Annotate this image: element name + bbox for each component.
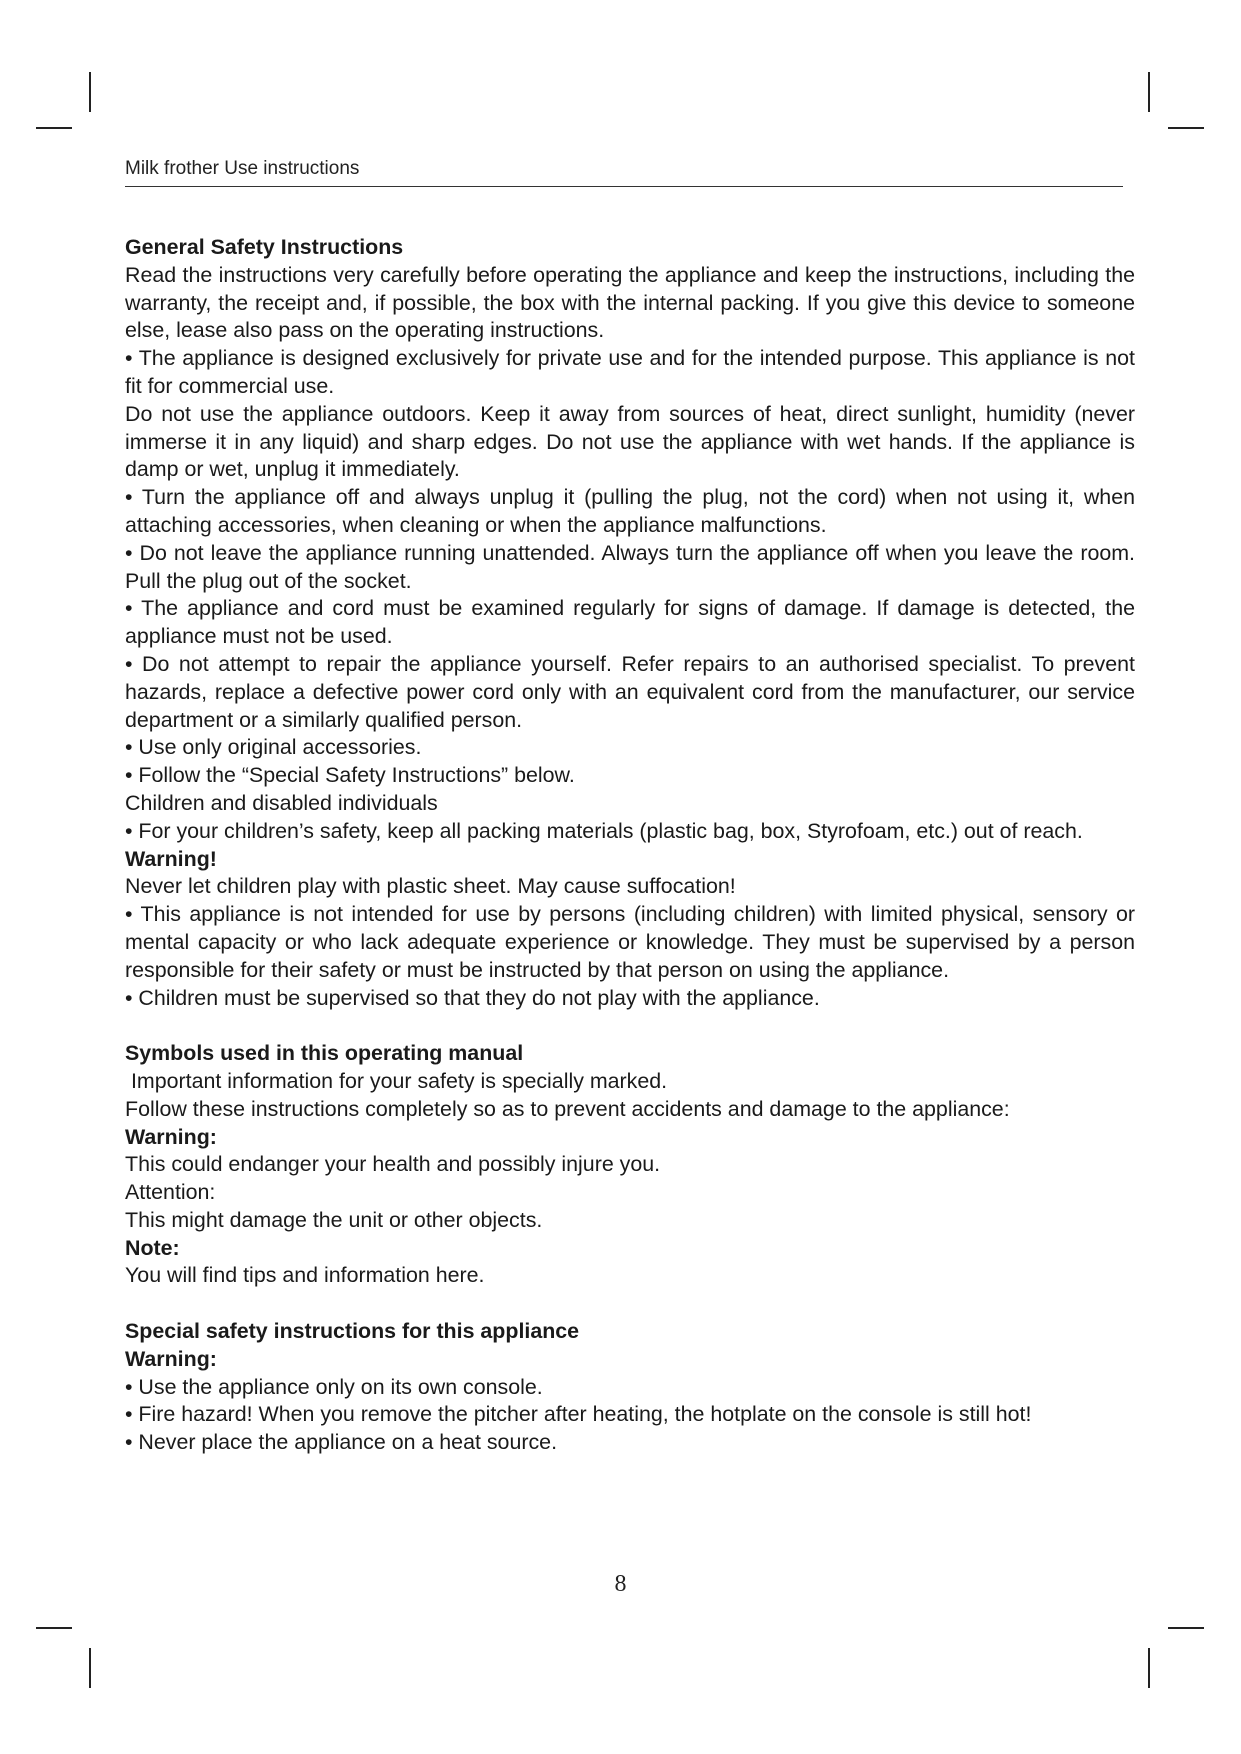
warning-label: Warning! <box>125 846 217 871</box>
fire-hazard-bullet: • Fire hazard! When you remove the pitcher after heating, the hotplate on the console is still hot! <box>125 1402 1032 1427</box>
crop-mark-top-left-vertical <box>89 72 91 112</box>
children-supervised-bullet: • Children must be supervised so that they do not play with the appliance. <box>125 985 820 1010</box>
symbols-warning-text: This could endanger your health and possibly injure you. <box>125 1152 661 1177</box>
heat-source-bullet: • Never place the appliance on a heat source. <box>125 1430 558 1455</box>
repair-bullet: • Do not attempt to repair the appliance yourself. Refer repairs to an authorised specialist. To prevent hazards, replace a defective power cord only with an equivalent cord from the manufacturer, our service department or a similarly qualified person. <box>125 651 1135 732</box>
special-warning-label: Warning: <box>125 1346 217 1371</box>
limited-capacity-bullet: • This appliance is not intended for use by persons (including children) with limited physical, sensory or mental capacity or who lack adequate experience or knowledge. They must be supervised by a person responsible for their safety or must be instructed by that person on using the appliance. <box>125 902 1135 982</box>
general-intro-paragraph: Read the instructions very carefully before operating the appliance and keep the instructions, including the warranty, the receipt and, if possible, the box with the internal packing. If you give this device to someone else, lease also pass on the operating instructions. <box>125 262 1135 343</box>
symbols-note-label: Note: <box>125 1235 180 1260</box>
symbols-heading: Symbols used in this operating manual <box>125 1041 524 1066</box>
crop-mark-bottom-right-horizontal <box>1168 1627 1204 1629</box>
header-rule <box>125 186 1123 187</box>
special-instructions-bullet: • Follow the “Special Safety Instructions” below. <box>125 763 575 788</box>
unplug-bullet: • Turn the appliance off and always unplug it (pulling the plug, not the cord) when not using it, when attaching accessories, when cleaning or when the appliance malfunctions. <box>125 485 1135 537</box>
general-safety-section <box>125 234 1135 1012</box>
crop-mark-top-right-vertical <box>1148 72 1150 112</box>
crop-mark-top-right-horizontal <box>1168 127 1204 129</box>
console-bullet: • Use the appliance only on its own console. <box>125 1374 543 1399</box>
private-use-bullet: • The appliance is designed exclusively for private use and for the intended purpose. This appliance is not fit for commercial use. <box>125 346 1135 398</box>
section-spacer <box>125 1012 1135 1040</box>
symbols-note-text: You will find tips and information here. <box>125 1263 485 1288</box>
running-header: Milk frother Use instructions <box>125 158 360 179</box>
symbols-attention-label: Attention: <box>125 1180 216 1205</box>
symbols-attention-text: This might damage the unit or other objects. <box>125 1207 543 1232</box>
children-subheading: Children and disabled individuals <box>125 790 438 815</box>
symbols-line-1: Important information for your safety is specially marked. <box>125 1068 668 1093</box>
general-safety-heading: General Safety Instructions <box>125 235 404 259</box>
packing-materials-bullet: • For your children’s safety, keep all packing materials (plastic bag, box, Styrofoam, etc.) out of reach. <box>125 818 1083 843</box>
outdoors-paragraph: Do not use the appliance outdoors. Keep it away from sources of heat, direct sunlight, humidity (never immerse it in any liquid) and sharp edges. Do not use the appliance with wet hands. If the appliance is damp or wet, unplug it immediately. <box>125 401 1135 482</box>
suffocation-warning-text: Never let children play with plastic sheet. May cause suffocation! <box>125 874 736 899</box>
crop-mark-top-left-horizontal <box>36 127 72 129</box>
page-number: 8 <box>614 1571 627 1597</box>
special-safety-heading: Special safety instructions for this appliance <box>125 1319 580 1344</box>
special-safety-section <box>125 1318 1135 1457</box>
crop-mark-bottom-left-horizontal <box>36 1627 72 1629</box>
original-accessories-bullet: • Use only original accessories. <box>125 735 422 760</box>
crop-mark-bottom-left-vertical <box>89 1648 91 1688</box>
symbols-line-2: Follow these instructions completely so as to prevent accidents and damage to the appliance: <box>125 1096 1010 1121</box>
damage-check-bullet: • The appliance and cord must be examined regularly for signs of damage. If damage is detected, the appliance must not be used. <box>125 596 1135 649</box>
symbols-warning-label: Warning: <box>125 1124 217 1149</box>
document-body <box>125 234 1135 1457</box>
unattended-bullet: • Do not leave the appliance running unattended. Always turn the appliance off when you leave the room. Pull the plug out of the socket. <box>125 540 1135 593</box>
crop-mark-bottom-right-vertical <box>1148 1648 1150 1688</box>
section-spacer <box>125 1290 1135 1318</box>
symbols-section <box>125 1040 1135 1290</box>
